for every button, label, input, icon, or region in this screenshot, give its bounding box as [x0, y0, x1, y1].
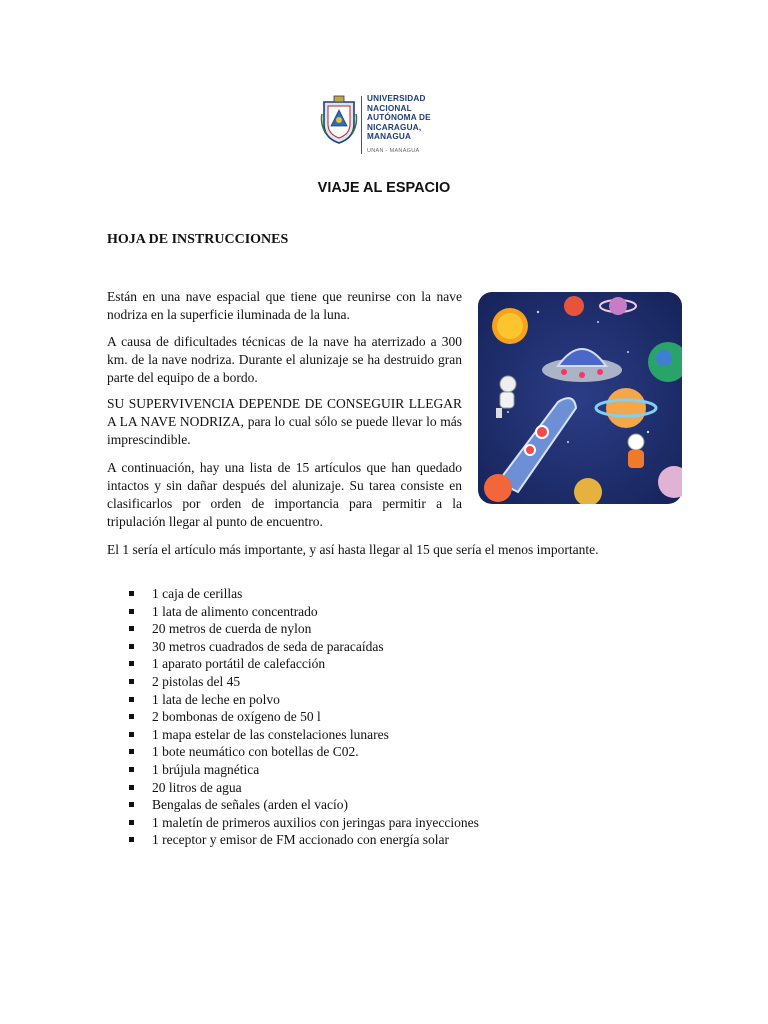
square-bullet-icon	[129, 609, 134, 614]
square-bullet-icon	[129, 837, 134, 842]
university-name-line: NACIONAL	[367, 103, 412, 113]
square-bullet-icon	[129, 679, 134, 684]
university-seal-icon	[320, 94, 358, 144]
list-item-text: 1 receptor y emisor de FM accionado con energía solar	[152, 832, 450, 848]
list-item-text: 1 mapa estelar de las constelaciones lunares	[152, 726, 389, 742]
paragraph: El 1 sería el artículo más importante, y así hasta llegar al 15 que sería el menos importante.	[107, 542, 599, 557]
list-item-text: 1 lata de alimento concentrado	[152, 603, 318, 619]
section-heading: HOJA DE INSTRUCCIONES	[107, 232, 289, 247]
university-name-line: UNIVERSIDAD	[367, 94, 426, 103]
astronaut-icon	[628, 434, 644, 468]
square-bullet-icon	[129, 767, 134, 772]
paragraph: SU SUPERVIVENCIA DEPENDE DE CONSEGUIR LLEGAR A LA NAVE NODRIZA, para lo cual sólo se puede llevar lo más imprescindible.	[107, 396, 462, 447]
list-item	[128, 655, 479, 673]
list-item	[128, 796, 479, 814]
university-name-line: NICARAGUA,	[367, 122, 422, 132]
list-item-text: 1 brújula magnética	[152, 761, 260, 777]
list-item	[128, 603, 479, 621]
square-bullet-icon	[129, 591, 134, 596]
square-bullet-icon	[129, 802, 134, 807]
list-item	[128, 673, 479, 691]
square-bullet-icon	[129, 820, 134, 825]
list-item-text: 2 bombonas de oxígeno de 50 l	[152, 709, 321, 725]
list-item	[128, 831, 479, 849]
square-bullet-icon	[129, 626, 134, 631]
list-item-text: 1 maletín de primeros auxilios con jeringas para inyecciones	[152, 814, 479, 830]
list-item	[128, 743, 479, 761]
list-item	[128, 620, 479, 638]
list-item	[128, 761, 479, 779]
space-illustration	[478, 292, 682, 504]
list-item	[128, 708, 479, 726]
document-title: VIAJE AL ESPACIO	[317, 180, 451, 196]
list-item-text: 1 lata de leche en polvo	[152, 691, 280, 707]
list-item-text: 1 caja de cerillas	[152, 586, 243, 601]
list-item-text: 20 metros de cuerda de nylon	[152, 621, 312, 637]
square-bullet-icon	[129, 714, 134, 719]
list-item-text: 2 pistolas del 45	[152, 673, 241, 689]
square-bullet-icon	[129, 749, 134, 754]
logo-divider	[361, 96, 362, 154]
list-item-text: 1 aparato portátil de calefacción	[152, 656, 326, 672]
list-item-text: 1 bote neumático con botellas de C02.	[152, 744, 359, 760]
list-item	[128, 691, 479, 709]
university-name	[367, 94, 431, 142]
sun-icon	[492, 308, 528, 344]
square-bullet-icon	[129, 661, 134, 666]
list-item	[128, 638, 479, 656]
paragraph: A continuación, hay una lista de 15 artículos que han quedado intactos y sin dañar después del alunizaje. Su tarea consiste en clasificarlos por orden de importancia para permitir a la tripulación llegar al punto de encuentro.	[107, 460, 462, 529]
university-subtitle: UNAN - MANAGUA	[367, 148, 420, 154]
square-bullet-icon	[129, 785, 134, 790]
list-item-text: 30 metros cuadrados de seda de paracaídas	[152, 638, 384, 654]
university-name-line: MANAGUA	[367, 132, 412, 142]
list-item-text: 20 litros de agua	[152, 779, 242, 795]
list-item	[128, 585, 479, 603]
list-item	[128, 814, 479, 832]
university-logo	[320, 92, 460, 158]
square-bullet-icon	[129, 732, 134, 737]
paragraph: A causa de dificultades técnicas de la nave ha aterrizado a 300 km. de la nave nodriza. Durante el alunizaje se ha destruido gran parte del equipo de a bordo.	[107, 334, 462, 385]
square-bullet-icon	[129, 697, 134, 702]
list-item	[128, 726, 479, 744]
list-item-text: Bengalas de señales (arden el vacío)	[152, 797, 349, 813]
university-name-line: AUTÓNOMA DE	[367, 113, 431, 123]
square-bullet-icon	[129, 644, 134, 649]
items-list	[128, 585, 479, 849]
paragraph: Están en una nave espacial que tiene que reunirse con la nave nodriza en la superficie iluminada de la luna.	[107, 289, 462, 322]
list-item	[128, 779, 479, 797]
